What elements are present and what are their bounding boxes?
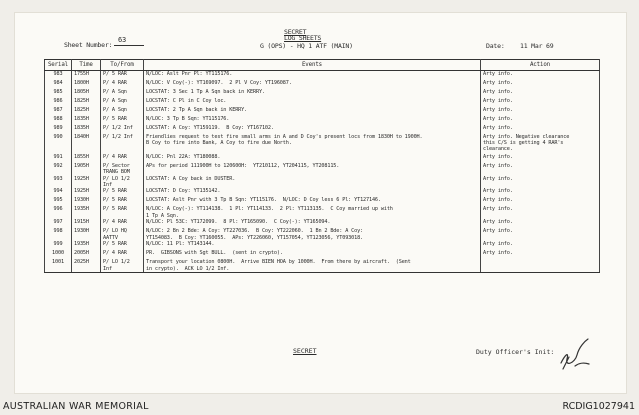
- serial-cell: 999: [45, 241, 72, 250]
- column-header-events: Events: [144, 60, 481, 71]
- log-entry-row: [45, 259, 600, 272]
- serial-cell: 991: [45, 154, 72, 163]
- to-from-cell: P/ LO 1/2 Inf: [101, 176, 144, 189]
- archive-reference: RCDIG1027941: [562, 401, 635, 412]
- action-cell: Arty info.: [481, 107, 600, 116]
- action-cell: Arty info.: [481, 241, 600, 250]
- classification-heading: SECRET: [284, 28, 307, 36]
- to-from-cell: P/ LO HQ AATTV: [101, 228, 144, 241]
- events-cell: N/LOC: 3 Tp B Sqn: YT115176.: [144, 116, 481, 125]
- action-cell: Arty info.: [481, 176, 600, 189]
- events-cell: APs for period 111900H to 120600H: YT210112, YT204115, YT208115.: [144, 163, 481, 176]
- serial-cell: 990: [45, 134, 72, 154]
- to-from-cell: P/ 4 RAR: [101, 250, 144, 259]
- footer-classification: SECRET: [293, 347, 317, 355]
- action-cell: Arty info.: [481, 163, 600, 176]
- action-cell: Arty info.: [481, 89, 600, 98]
- to-from-cell: P/ A Sqn: [101, 98, 144, 107]
- time-cell: 1855H: [72, 154, 101, 163]
- sheet-number-underline: [114, 45, 144, 46]
- time-cell: 1800H: [72, 80, 101, 89]
- log-entry-row: [45, 163, 600, 176]
- time-cell: 1825H: [72, 107, 101, 116]
- serial-cell: 989: [45, 125, 72, 134]
- time-cell: 1935H: [72, 206, 101, 219]
- duty-officer-label: Duty Officer's Init:: [476, 348, 555, 356]
- events-cell: PR. GIBSONS with Sgt BULL. (sent in crypto).: [144, 250, 481, 259]
- action-cell: Arty info.: [481, 116, 600, 125]
- log-entry-row: [45, 107, 600, 116]
- log-entry-row: [45, 241, 600, 250]
- log-entry-row: [45, 134, 600, 154]
- action-cell: Arty info.: [481, 154, 600, 163]
- serial-cell: 986: [45, 98, 72, 107]
- to-from-cell: P/ 5 RAR: [101, 206, 144, 219]
- sheet-number-label: Sheet Number:: [64, 41, 113, 49]
- action-cell: Arty info.: [481, 188, 600, 197]
- to-from-cell: P/ LO 1/2 Inf: [101, 259, 144, 272]
- to-from-cell: P/ A Sqn: [101, 89, 144, 98]
- log-entry-row: [45, 80, 600, 89]
- serial-cell: 988: [45, 116, 72, 125]
- unit-heading: G (OPS) - HQ 1 ATF (MAIN): [260, 42, 353, 50]
- events-cell: N/LOC: A Coy(-): YT114138. 1 Pl: YT114133. 2 Pl: YT113135. C Coy married up with 1 Tp A Sqn.: [144, 206, 481, 219]
- sheet-number-value: 63: [118, 36, 127, 44]
- serial-cell: 992: [45, 163, 72, 176]
- time-cell: 1930H: [72, 228, 101, 241]
- to-from-cell: P/ 5 RAR: [101, 241, 144, 250]
- time-cell: 1805H: [72, 89, 101, 98]
- action-cell: Arty info.: [481, 197, 600, 206]
- to-from-cell: P/ 5 RAR: [101, 116, 144, 125]
- action-cell: Arty info.: [481, 80, 600, 89]
- events-cell: Friendlies request to test fire small arms in A and D Coy's present locs from 1830H to 1900H. B Coy to fire into Bank, A Coy to fire due North.: [144, 134, 481, 154]
- action-cell: Arty info. Negative clearance this C/S is getting 4 RAR's clearance.: [481, 134, 600, 154]
- log-table-header: [45, 60, 600, 71]
- to-from-cell: P/ 4 RAR: [101, 80, 144, 89]
- action-cell: Arty info.: [481, 219, 600, 228]
- date-value: 11 Mar 69: [520, 42, 554, 50]
- log-entry-row: [45, 188, 600, 197]
- log-table-body: [45, 71, 600, 273]
- action-cell: Arty info.: [481, 228, 600, 241]
- events-cell: LOCSTAT: Aslt Pnr with 3 Tp B Sqn: YT115176. N/LOC: D Coy less 6 Pl: YT127146.: [144, 197, 481, 206]
- serial-cell: 1000: [45, 250, 72, 259]
- time-cell: 1835H: [72, 116, 101, 125]
- column-header-action: Action: [481, 60, 600, 71]
- serial-cell: 995: [45, 197, 72, 206]
- log-entry-row: [45, 206, 600, 219]
- log-entry-row: [45, 116, 600, 125]
- events-cell: N/LOC: 11 Pl: YT143144.: [144, 241, 481, 250]
- time-cell: 1840H: [72, 134, 101, 154]
- log-sheets-heading: LOG SHEETS: [284, 34, 322, 42]
- log-entry-row: [45, 250, 600, 259]
- to-from-cell: P/ 4 RAR: [101, 219, 144, 228]
- action-cell: Arty info.: [481, 71, 600, 80]
- log-entry-row: [45, 228, 600, 241]
- time-cell: 1905H: [72, 163, 101, 176]
- time-cell: 1925H: [72, 188, 101, 197]
- log-table: [44, 59, 600, 273]
- serial-cell: 994: [45, 188, 72, 197]
- action-cell: Arty info.: [481, 250, 600, 259]
- log-entry-row: [45, 89, 600, 98]
- serial-cell: 998: [45, 228, 72, 241]
- duty-officer-signature: [555, 333, 595, 371]
- serial-cell: 983: [45, 71, 72, 80]
- action-cell: [481, 259, 600, 272]
- events-cell: LOCSTAT: 2 Tp A Sqn back in KERRY.: [144, 107, 481, 116]
- time-cell: 2025H: [72, 259, 101, 272]
- archive-caption: AUSTRALIAN WAR MEMORIAL: [3, 401, 149, 412]
- log-entry-row: [45, 98, 600, 107]
- events-cell: Transport your location 0800H. Arrive BIEN HOA by 1000H. From there by aircraft. (Sent in crypto). ACK LO 1/2 Inf.: [144, 259, 481, 272]
- time-cell: 1930H: [72, 197, 101, 206]
- to-from-cell: P/ 1/2 Inf: [101, 134, 144, 154]
- time-cell: 1935H: [72, 241, 101, 250]
- events-cell: LOCSTAT: C Pl in C Coy loc.: [144, 98, 481, 107]
- time-cell: 1825H: [72, 98, 101, 107]
- time-cell: 2005H: [72, 250, 101, 259]
- time-cell: 1835H: [72, 125, 101, 134]
- column-header-serial: Serial: [45, 60, 72, 71]
- log-entry-row: [45, 71, 600, 80]
- to-from-cell: P/ 5 RAR: [101, 188, 144, 197]
- action-cell: Arty info.: [481, 125, 600, 134]
- log-entry-row: [45, 176, 600, 189]
- time-cell: 1755H: [72, 71, 101, 80]
- events-cell: N/LOC: Pl 53C: YT172099. 8 Pl: YT165090. C Coy(-): YT165094.: [144, 219, 481, 228]
- log-entry-row: [45, 154, 600, 163]
- to-from-cell: P/ A Sqn: [101, 107, 144, 116]
- to-from-cell: P/ 5 RAR: [101, 71, 144, 80]
- serial-cell: 985: [45, 89, 72, 98]
- events-cell: LOCSTAT: A Coy back in DUSTER.: [144, 176, 481, 189]
- time-cell: 1915H: [72, 219, 101, 228]
- serial-cell: 993: [45, 176, 72, 189]
- action-cell: Arty info.: [481, 206, 600, 219]
- events-cell: N/LOC: V Coy(-): YT169097. 2 Pl V Coy: YT196087.: [144, 80, 481, 89]
- log-entry-row: [45, 125, 600, 134]
- serial-cell: 1001: [45, 259, 72, 272]
- time-cell: 1925H: [72, 176, 101, 189]
- events-cell: LOCSTAT: 3 Sec 1 Tp A Sqn back in KERRY.: [144, 89, 481, 98]
- events-cell: N/LOC: 2 Bn 2 Bde: A Coy: YT227036. B Coy: YT222060. 1 Bn 2 Bde: A Coy: YT154083. B Coy: YT160055. APs: YT226060, YT157054, YT123056, YT093018.: [144, 228, 481, 241]
- serial-cell: 996: [45, 206, 72, 219]
- date-label: Date:: [486, 42, 505, 50]
- to-from-cell: P/ 4 RAR: [101, 154, 144, 163]
- log-entry-row: [45, 197, 600, 206]
- serial-cell: 987: [45, 107, 72, 116]
- to-from-cell: P/ 1/2 Inf: [101, 125, 144, 134]
- to-from-cell: P/ 5 RAR: [101, 197, 144, 206]
- action-cell: Arty info.: [481, 98, 600, 107]
- events-cell: N/LOC: Aslt Pnr Pl: YT115176.: [144, 71, 481, 80]
- log-entry-row: [45, 219, 600, 228]
- events-cell: LOCSTAT: D Coy: YT135142.: [144, 188, 481, 197]
- serial-cell: 997: [45, 219, 72, 228]
- column-header-to-from: To/From: [101, 60, 144, 71]
- events-cell: LOCSTAT: A Coy: YT159119. B Coy: YT167102.: [144, 125, 481, 134]
- to-from-cell: P/ Sector TRANG BOM: [101, 163, 144, 176]
- serial-cell: 984: [45, 80, 72, 89]
- column-header-time: Time: [72, 60, 101, 71]
- events-cell: N/LOC: Pnl 22A: YT180088.: [144, 154, 481, 163]
